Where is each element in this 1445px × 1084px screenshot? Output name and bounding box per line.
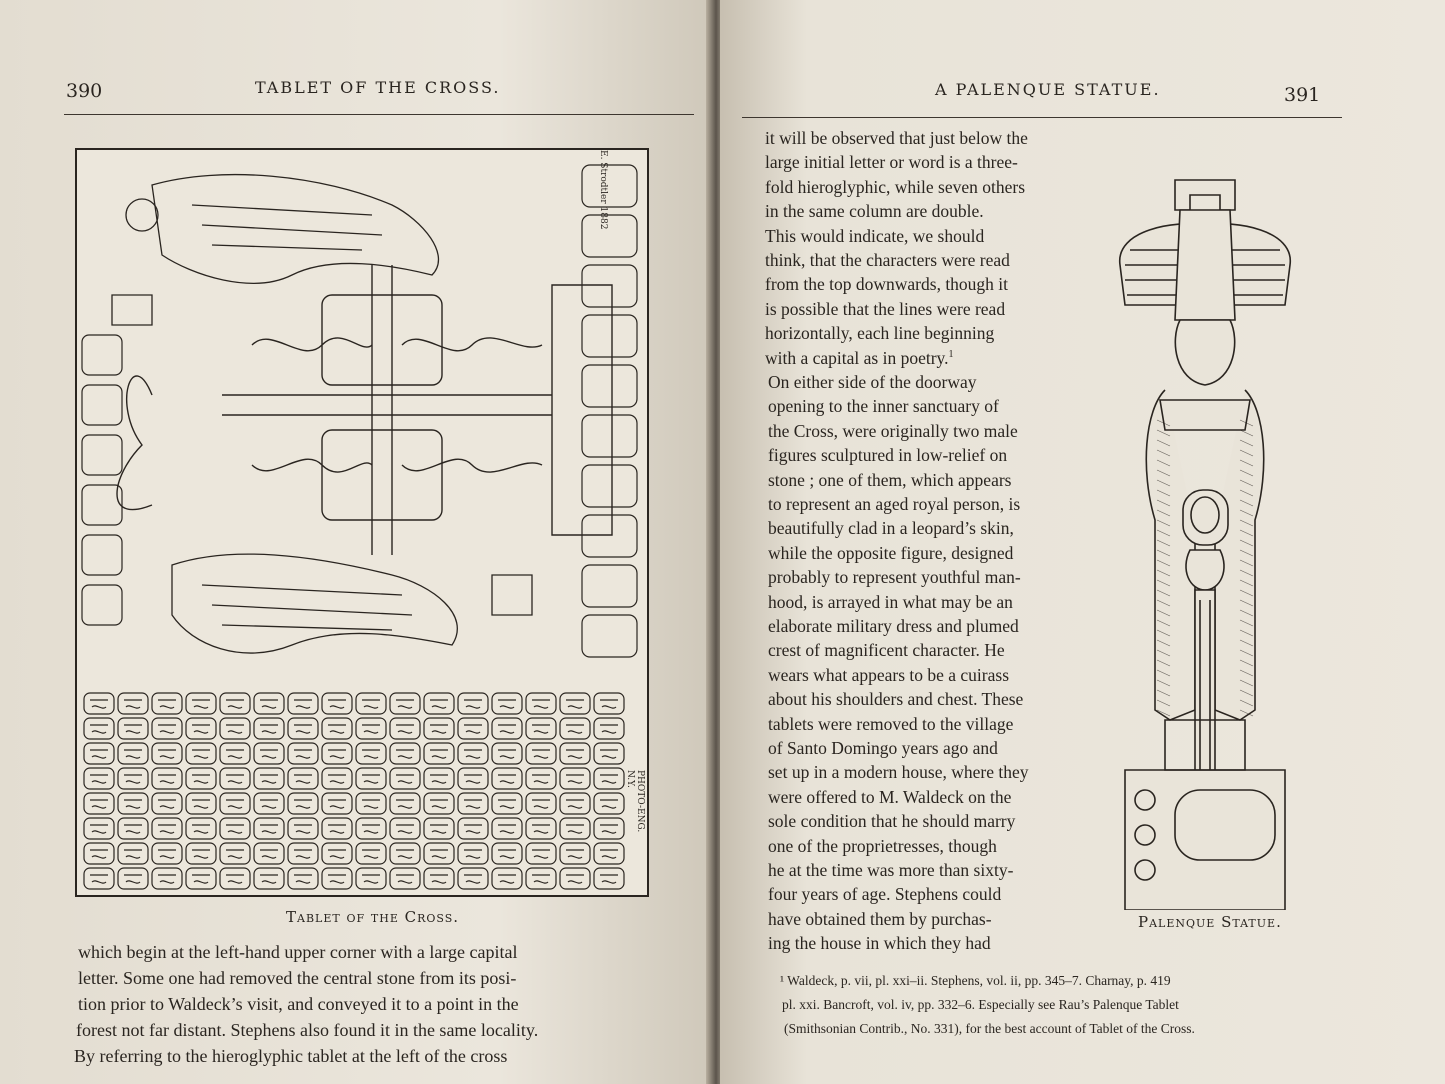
right-body-line-9: horizontally, each line beginning [765, 323, 995, 344]
left-body-line-2: letter. Some one had removed the central stone from its posi- [78, 968, 517, 988]
tablet-of-the-cross-illustration [72, 145, 652, 900]
right-body-line-3: fold hieroglyphic, while seven others [765, 176, 1026, 197]
photo-engraving-credit: PHOTO-ENG. N.Y. [625, 770, 645, 833]
right-running-head: A PALENQUE STATUE. [935, 80, 1161, 99]
right-body-line-15: stone ; one of them, which appears [768, 469, 1012, 490]
left-body-line-1: which begin at the left-hand upper corner with a large capital [78, 942, 518, 962]
right-body-line-34: ing the house in which they had [768, 933, 991, 954]
right-body-line-14: figures sculptured in low-relief on [768, 445, 1008, 466]
left-page [0, 0, 712, 1084]
right-body-line-31: he at the time was more than sixty- [768, 860, 1014, 880]
right-body-line-28: were offered to M. Waldeck on the [768, 786, 1012, 807]
right-body-line-5: This would indicate, we should [765, 225, 985, 246]
right-page [720, 0, 1445, 1084]
right-body-line-32: four years of age. Stephens could [768, 884, 1002, 905]
right-body-line-33: have obtained them by purchas- [768, 908, 992, 929]
right-body-line-18: while the opposite figure, designed [768, 542, 1014, 563]
right-body-line-24: about his shoulders and chest. These [768, 689, 1024, 710]
right-body-line-10: with a capital as in poetry.$^1$ [765, 347, 954, 368]
right-body-line-6: think, that the characters were read [765, 250, 1010, 270]
footnote-line-2: pl. xxi. Bancroft, vol. iv, pp. 332–6. Especially see Rau’s Palenque Tablet [782, 997, 1179, 1012]
left-running-head: TABLET OF THE CROSS. [255, 78, 501, 97]
right-body-line-11: On either side of the doorway [768, 372, 977, 392]
footnote-line-3: (Smithsonian Contrib., No. 331), for the best account of Tablet of the Cross. [784, 1021, 1195, 1036]
footnote-line-1: ¹ Waldeck, p. vii, pl. xxi–ii. Stephens, vol. ii, pp. 345–7. Charnay, p. 419 [780, 973, 1171, 988]
footnote-reference-marker: 1 [948, 348, 954, 360]
right-body-line-1: it will be observed that just below the [765, 128, 1028, 148]
right-body-line-7: from the top downwards, though it [765, 274, 1009, 295]
left-body-line-3: tion prior to Waldeck’s visit, and conveyed it to a point in the [78, 994, 519, 1014]
right-body-line-21: elaborate military dress and plumed [768, 616, 1019, 636]
right-body-line-30: one of the proprietresses, though [768, 835, 997, 856]
right-page-number: 391 [1284, 84, 1321, 106]
right-body-line-12: opening to the inner sanctuary of [768, 396, 999, 417]
right-body-line-22: crest of magnificent character. He [768, 640, 1005, 661]
right-body-line-4: in the same column are double. [765, 201, 984, 222]
left-header-rule [64, 114, 694, 115]
right-body-line-13: the Cross, were originally two male [768, 420, 1018, 441]
right-figure-caption: Palenque Statue. [1138, 913, 1282, 931]
right-body-line-8: is possible that the lines were read [765, 298, 1006, 319]
right-body-line-23: wears what appears to be a cuirass [768, 664, 1010, 685]
right-body-line-19: probably to represent youthful man- [768, 567, 1021, 588]
left-body-line-4: forest not far distant. Stephens also found it in the same locality. [76, 1020, 539, 1040]
right-body-line-27: set up in a modern house, where they [768, 762, 1029, 783]
left-page-number: 390 [66, 80, 103, 102]
right-body-line-25: tablets were removed to the village [768, 713, 1014, 734]
right-body-line-2: large initial letter or word is a three- [765, 152, 1018, 173]
right-body-line-26: of Santo Domingo years ago and [768, 738, 998, 758]
right-body-line-16: to represent an aged royal person, is [768, 494, 1021, 514]
left-body-line-5: By referring to the hieroglyphic tablet at the left of the cross [74, 1046, 508, 1066]
engraver-signature: E. Strodtler 1882 [598, 150, 608, 230]
right-body-line-20: hood, is arrayed in what may be an [768, 591, 1013, 612]
right-body-line-29: sole condition that he should marry [768, 811, 1016, 832]
right-header-rule [742, 117, 1342, 118]
right-body-line-17: beautifully clad in a leopard’s skin, [768, 518, 1014, 539]
palenque-statue-illustration [1095, 170, 1315, 910]
left-figure-caption: Tablet of the Cross. [286, 908, 460, 926]
